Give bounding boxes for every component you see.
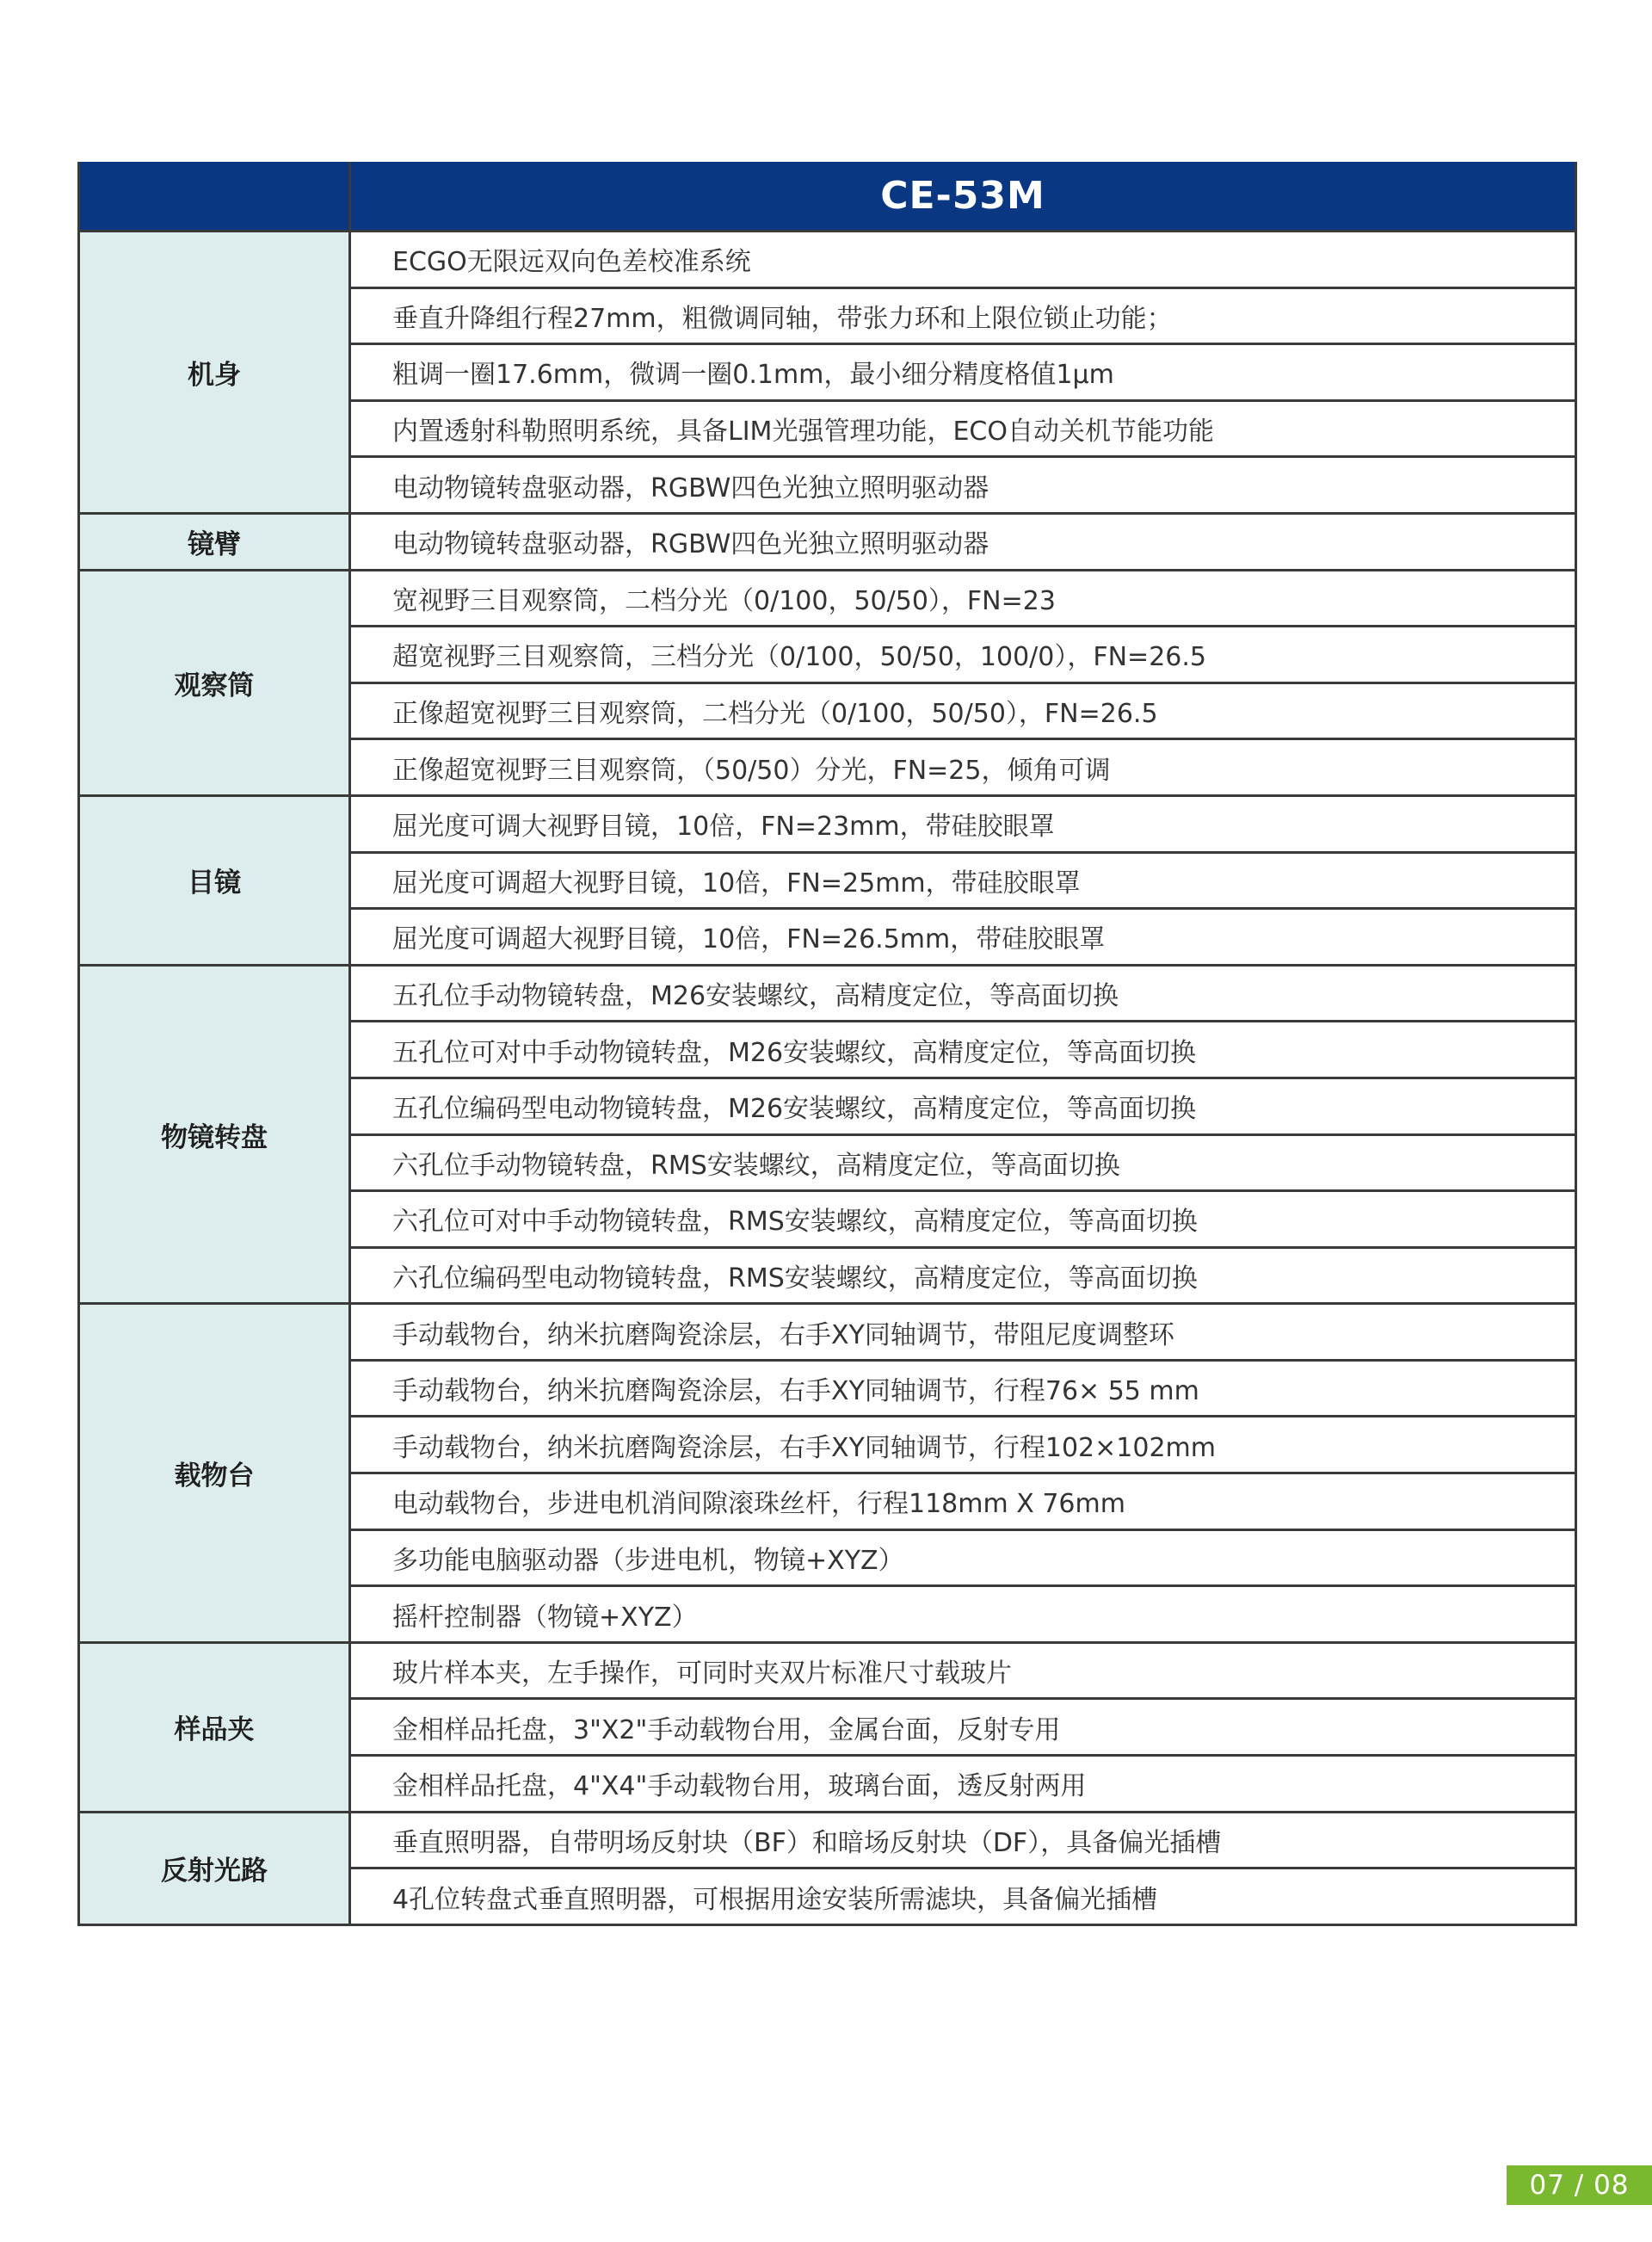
table-row [79, 570, 1576, 627]
spec-item: 手动载物台，纳米抗磨陶瓷涂层，右手XY同轴调节，带阻尼度调整环 [350, 1304, 1576, 1361]
category-label: 观察筒 [79, 570, 350, 795]
table-row [79, 1642, 1576, 1699]
spec-body [79, 232, 1576, 1925]
spec-item: 电动物镜转盘驱动器，RGBW四色光独立照明驱动器 [350, 457, 1576, 514]
table-row [79, 795, 1576, 852]
spec-item: 内置透射科勒照明系统，具备LIM光强管理功能，ECO自动关机节能功能 [350, 400, 1576, 457]
category-label: 样品夹 [79, 1642, 350, 1812]
spec-item: 金相样品托盘，3"X2"手动载物台用，金属台面，反射专用 [350, 1699, 1576, 1756]
category-label: 机身 [79, 232, 350, 514]
spec-item: 六孔位手动物镜转盘，RMS安装螺纹，高精度定位，等高面切换 [350, 1134, 1576, 1191]
table-row [79, 513, 1576, 570]
spec-table [77, 162, 1577, 1926]
spec-item: 电动物镜转盘驱动器，RGBW四色光独立照明驱动器 [350, 513, 1576, 570]
spec-item: 超宽视野三目观察筒，三档分光（0/100，50/50，100/0），FN=26.5 [350, 627, 1576, 683]
spec-item: 电动载物台，步进电机消间隙滚珠丝杆，行程118mm X 76mm [350, 1473, 1576, 1530]
spec-item: 五孔位可对中手动物镜转盘，M26安装螺纹，高精度定位，等高面切换 [350, 1022, 1576, 1078]
spec-item: 宽视野三目观察筒，二档分光（0/100，50/50），FN=23 [350, 570, 1576, 627]
spec-item: 五孔位编码型电动物镜转盘，M26安装螺纹，高精度定位，等高面切换 [350, 1078, 1576, 1134]
spec-item: 屈光度可调超大视野目镜，10倍，FN=26.5mm，带硅胶眼罩 [350, 909, 1576, 966]
table-row [79, 1304, 1576, 1361]
spec-item: 正像超宽视野三目观察筒，（50/50）分光，FN=25，倾角可调 [350, 739, 1576, 796]
spec-item: 金相样品托盘，4"X4"手动载物台用，玻璃台面，透反射两用 [350, 1756, 1576, 1813]
spec-item: 垂直升降组行程27mm，粗微调同轴，带张力环和上限位锁止功能； [350, 287, 1576, 344]
category-label: 目镜 [79, 795, 350, 965]
spec-item: 玻片样本夹，左手操作，可同时夹双片标准尺寸载玻片 [350, 1642, 1576, 1699]
spec-item: 4孔位转盘式垂直照明器，可根据用途安装所需滤块，具备偏光插槽 [350, 1868, 1576, 1925]
category-label: 镜臂 [79, 513, 350, 570]
spec-item: 手动载物台，纳米抗磨陶瓷涂层，右手XY同轴调节，行程102×102mm [350, 1417, 1576, 1473]
spec-item: 摇杆控制器（物镜+XYZ） [350, 1586, 1576, 1643]
table-row [79, 965, 1576, 1022]
spec-item: ECGO无限远双向色差校准系统 [350, 232, 1576, 288]
page-indicator: 07 / 08 [1507, 2165, 1652, 2205]
model-title: CE-53M [350, 162, 1576, 232]
category-label: 载物台 [79, 1304, 350, 1643]
table-row [79, 232, 1576, 288]
table-row [79, 1812, 1576, 1868]
spec-item: 粗调一圈17.6mm，微调一圈0.1mm，最小细分精度格值1μm [350, 344, 1576, 401]
spec-item: 六孔位可对中手动物镜转盘，RMS安装螺纹，高精度定位，等高面切换 [350, 1191, 1576, 1248]
spec-item: 五孔位手动物镜转盘，M26安装螺纹，高精度定位，等高面切换 [350, 965, 1576, 1022]
spec-item: 屈光度可调超大视野目镜，10倍，FN=25mm，带硅胶眼罩 [350, 852, 1576, 909]
spec-item: 正像超宽视野三目观察筒，二档分光（0/100，50/50），FN=26.5 [350, 682, 1576, 739]
spec-item: 垂直照明器，自带明场反射块（BF）和暗场反射块（DF），具备偏光插槽 [350, 1812, 1576, 1868]
header-corner-cell [79, 162, 350, 232]
category-label: 反射光路 [79, 1812, 350, 1924]
spec-item: 屈光度可调大视野目镜，10倍，FN=23mm，带硅胶眼罩 [350, 795, 1576, 852]
spec-item: 手动载物台，纳米抗磨陶瓷涂层，右手XY同轴调节，行程76× 55 mm [350, 1360, 1576, 1417]
category-label: 物镜转盘 [79, 965, 350, 1304]
table-header-row [79, 162, 1576, 232]
spec-item: 六孔位编码型电动物镜转盘，RMS安装螺纹，高精度定位，等高面切换 [350, 1247, 1576, 1304]
spec-item: 多功能电脑驱动器（步进电机，物镜+XYZ） [350, 1529, 1576, 1586]
